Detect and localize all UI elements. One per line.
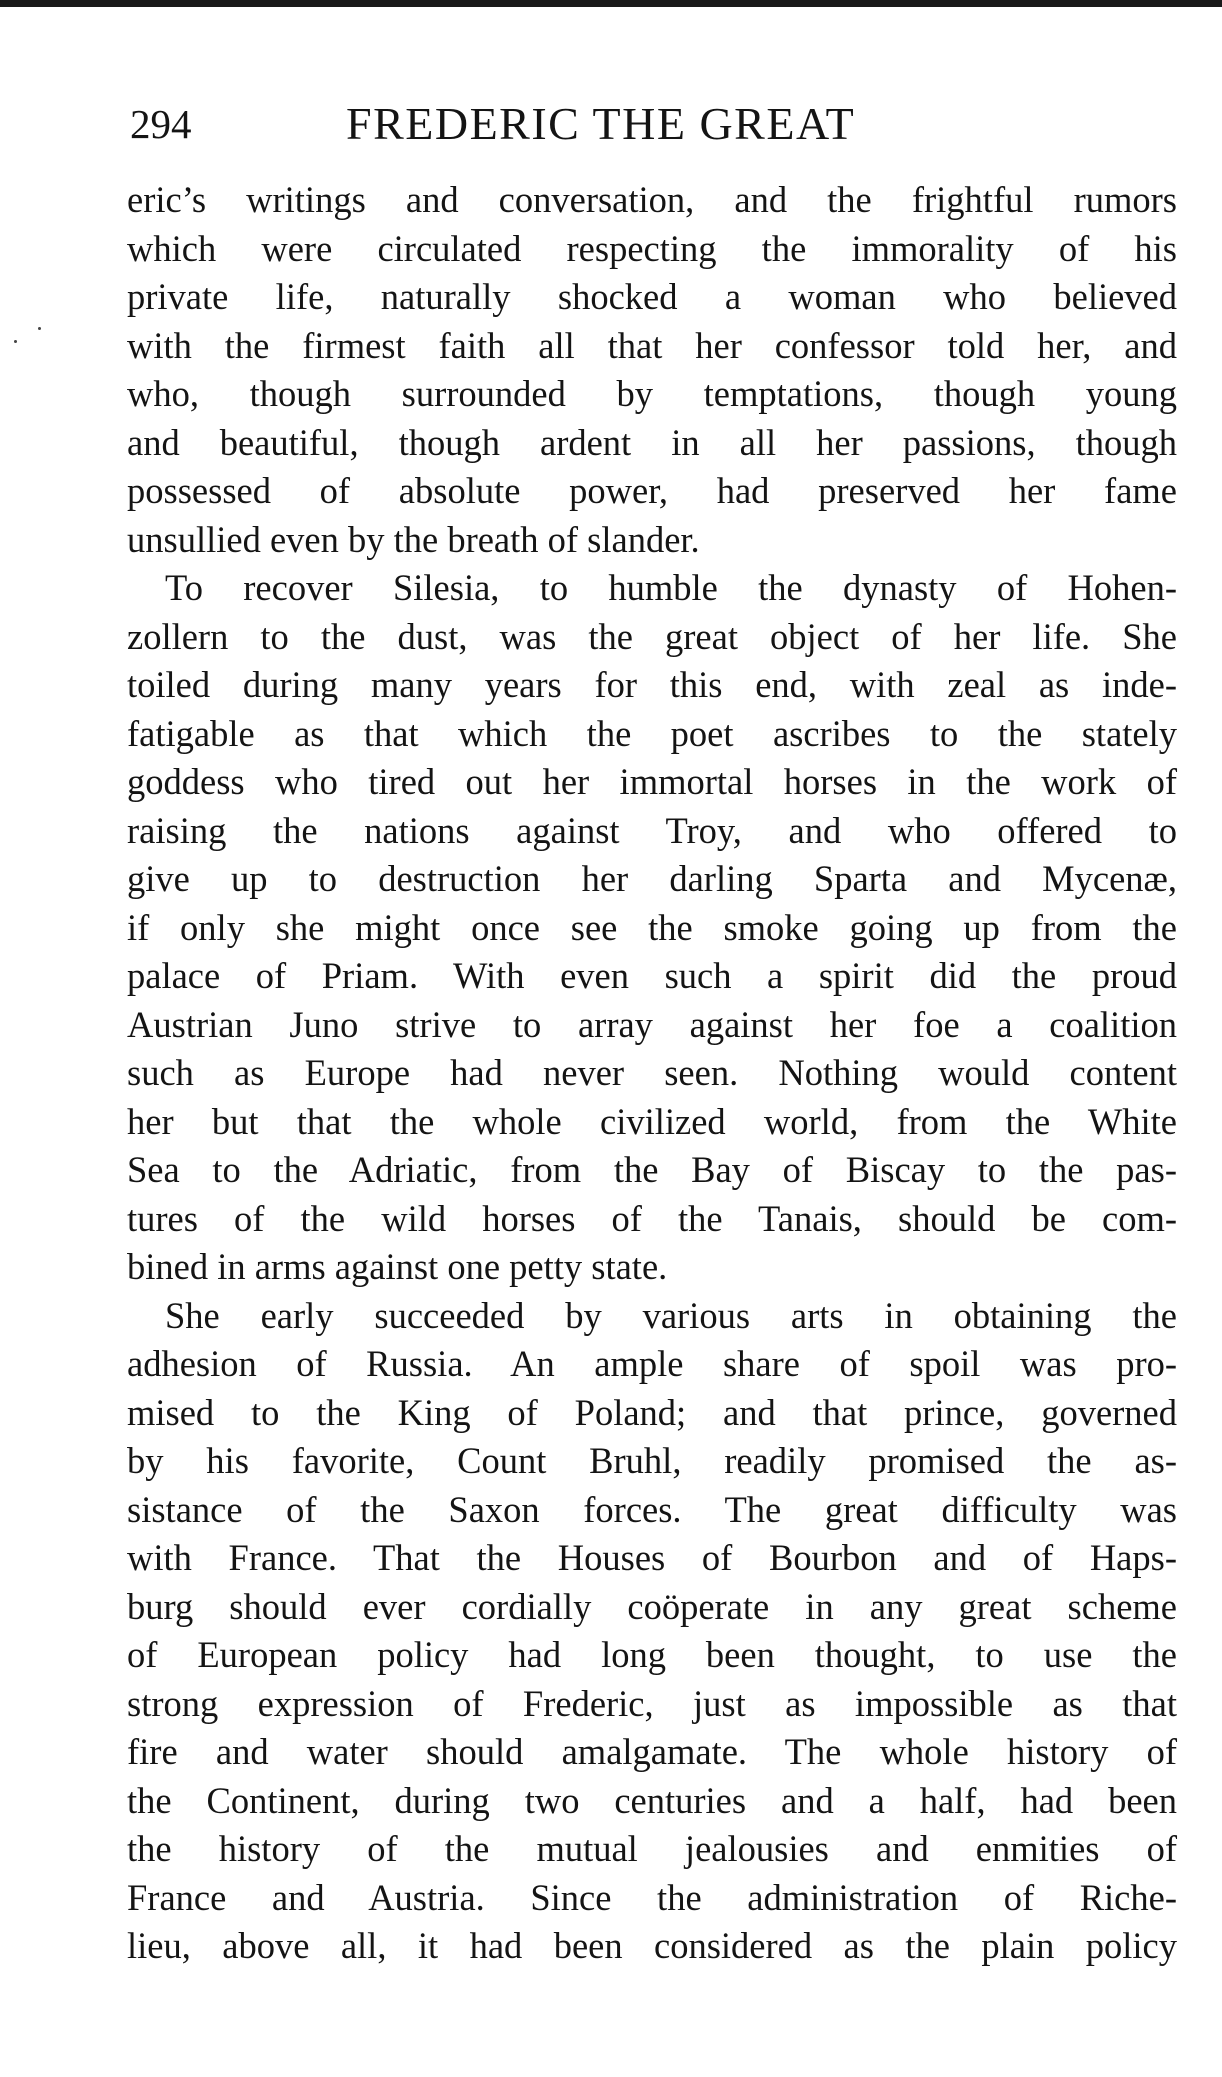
text-line: fatigable as that which the poet ascribes to the stately (127, 712, 1177, 754)
top-edge-rule (0, 0, 1222, 7)
running-title: FREDERIC THE GREAT (346, 98, 856, 149)
text-line: palace of Priam. With even such a spirit did the proud (127, 955, 1177, 996)
text-line: goddess who tired out her immortal horses in the work of (127, 761, 1177, 802)
text-line: the history of the mutual jealousies and enmities of (127, 1828, 1177, 1869)
text-line: possessed of absolute power, had preserved her fame (127, 470, 1177, 511)
text-line: of European policy had long been thought, to use the (127, 1634, 1177, 1675)
text-line: raising the nations against Troy, and who offered to (127, 809, 1177, 851)
text-line: and beautiful, though ardent in all her passions, though (127, 421, 1177, 463)
text-line: give up to destruction her darling Sparta and Mycenæ, (127, 858, 1177, 899)
text-line: Sea to the Adriatic, from the Bay of Biscay to the pas- (127, 1149, 1177, 1190)
text-line: Austrian Juno strive to array against her foe a coalition (127, 1003, 1177, 1045)
text-line: private life, naturally shocked a woman who believed (127, 276, 1177, 317)
text-line: unsullied even by the breath of slander. (127, 518, 700, 560)
text-line: burg should ever cordially coöperate in any great scheme (127, 1585, 1177, 1627)
text-line: zollern to the dust, was the great object of her life. She (127, 615, 1177, 657)
text-line: which were circulated respecting the immorality of his (127, 227, 1177, 269)
text-line: who, though surrounded by temptations, though young (127, 373, 1177, 414)
page-number: 294 (130, 101, 192, 147)
margin-speck (14, 340, 17, 343)
text-line: eric’s writings and conversation, and the frightful rumors (127, 179, 1177, 220)
text-line: such as Europe had never seen. Nothing would content (127, 1052, 1177, 1093)
text-line: tures of the wild horses of the Tanais, should be com- (127, 1197, 1177, 1239)
text-line: mised to the King of Poland; and that prince, governed (127, 1391, 1177, 1433)
text-line: with France. That the Houses of Bourbon and of Haps- (127, 1537, 1177, 1578)
page-header (130, 96, 1180, 152)
text-line: toiled during many years for this end, with zeal as inde- (127, 664, 1177, 705)
text-line: She early succeeded by various arts in obtaining the (165, 1294, 1177, 1336)
text-line: lieu, above all, it had been considered as the plain policy (127, 1925, 1177, 1966)
text-line: France and Austria. Since the administration of Riche- (127, 1876, 1177, 1918)
text-line: if only she might once see the smoke going up from the (127, 906, 1177, 948)
body-text (127, 176, 1177, 1971)
text-line: adhesion of Russia. An ample share of spoil was pro- (127, 1343, 1177, 1384)
text-line: her but that the whole civilized world, from the White (127, 1100, 1177, 1142)
text-line: with the firmest faith all that her confessor told her, and (127, 324, 1177, 366)
text-line: sistance of the Saxon forces. The great difficulty was (127, 1488, 1177, 1530)
text-line: bined in arms against one petty state. (127, 1246, 668, 1287)
margin-speck (38, 327, 41, 330)
text-line: by his favorite, Count Bruhl, readily promised the as- (127, 1440, 1177, 1481)
text-line: strong expression of Frederic, just as impossible as that (127, 1682, 1177, 1724)
text-line: the Continent, during two centuries and a half, had been (127, 1779, 1177, 1821)
text-line: fire and water should amalgamate. The whole history of (127, 1731, 1177, 1772)
text-line: To recover Silesia, to humble the dynasty of Hohen- (165, 567, 1177, 608)
